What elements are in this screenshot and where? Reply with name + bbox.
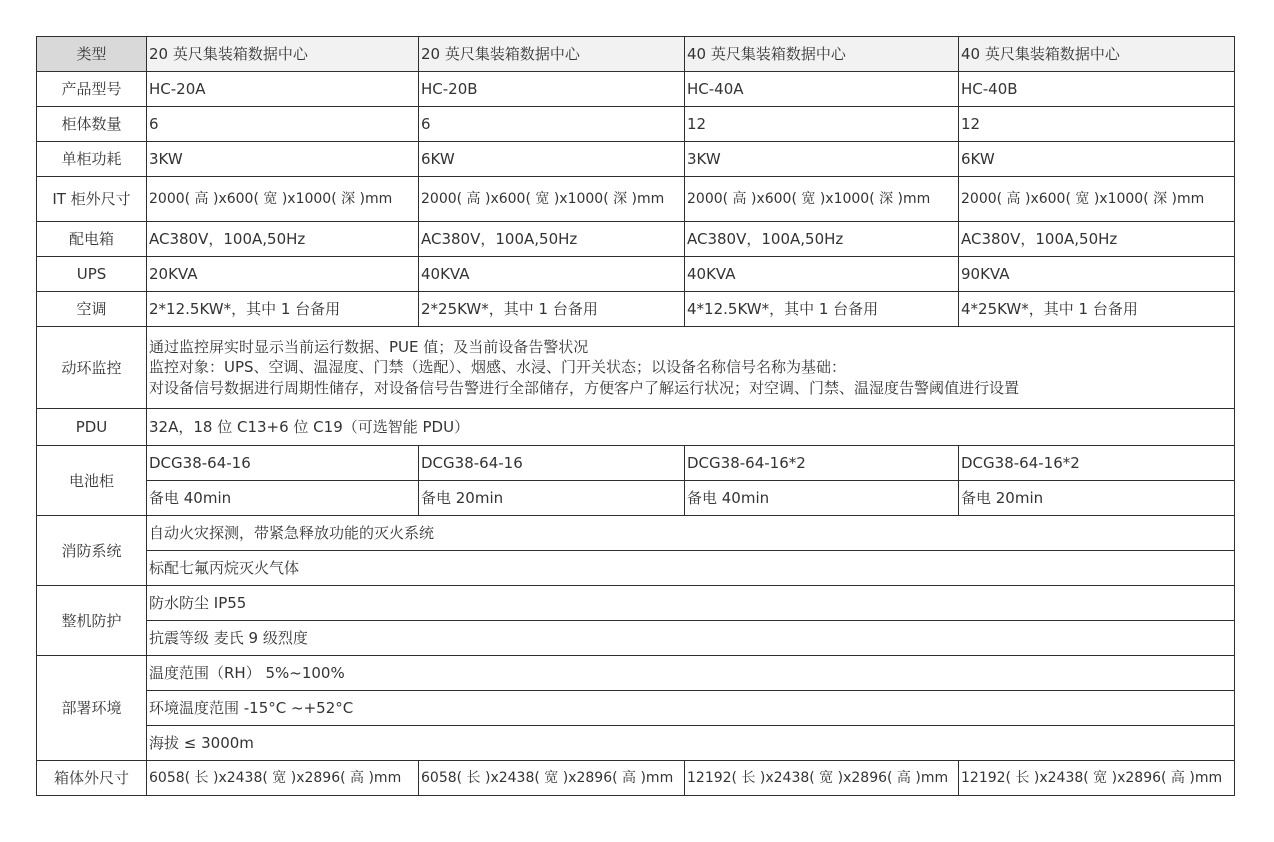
battery-model-cell: DCG38-64-16*2 — [685, 446, 959, 481]
cabinet-count-row — [37, 107, 1235, 142]
monitoring-line: 对设备信号数据进行周期性储存，对设备信号告警进行全部储存，方便客户了解运行状况；对空调、门禁、温湿度告警阈值进行设置 — [149, 378, 1020, 397]
battery-backup-cell: 备电 40min — [685, 481, 959, 516]
fire-line: 自动火灾探测，带紧急释放功能的灭火系统 — [147, 516, 1235, 551]
ups-cell: 90KVA — [959, 257, 1235, 292]
monitoring-description — [147, 327, 1235, 409]
ac-cell: 4*12.5KW*，其中 1 台备用 — [685, 292, 959, 327]
battery-backup-cell: 备电 40min — [147, 481, 419, 516]
environment-line: 环境温度范围 -15°C ~+52°C — [147, 691, 1235, 726]
box-size-cell: 6058( 长 )x2438( 宽 )x2896( 高 )mm — [147, 761, 419, 796]
distribution-cell: AC380V，100A,50Hz — [959, 222, 1235, 257]
power-row — [37, 142, 1235, 177]
model-cell: HC-40B — [959, 72, 1235, 107]
ac-row — [37, 292, 1235, 327]
monitoring-line: 通过监控屏实时显示当前运行数据、PUE 值；及当前设备告警状况 — [149, 337, 589, 356]
ups-row — [37, 257, 1235, 292]
model-row — [37, 72, 1235, 107]
environment-row-2 — [37, 691, 1235, 726]
battery-backup-cell: 备电 20min — [959, 481, 1235, 516]
header-col-1: 20 英尺集装箱数据中心 — [147, 37, 419, 72]
row-label-box-size: 箱体外尺寸 — [37, 761, 147, 796]
power-cell: 3KW — [685, 142, 959, 177]
protection-line: 抗震等级 麦氏 9 级烈度 — [147, 621, 1235, 656]
cabinet-count-cell: 6 — [147, 107, 419, 142]
pdu-value: 32A，18 位 C13+6 位 C19（可选智能 PDU） — [147, 409, 1235, 446]
box-size-cell: 12192( 长 )x2438( 宽 )x2896( 高 )mm — [685, 761, 959, 796]
battery-model-cell: DCG38-64-16 — [419, 446, 685, 481]
header-row — [37, 37, 1235, 72]
model-cell: HC-20B — [419, 72, 685, 107]
distribution-cell: AC380V，100A,50Hz — [685, 222, 959, 257]
it-size-cell: 2000( 高 )x600( 宽 )x1000( 深 )mm — [685, 177, 959, 222]
fire-row-2 — [37, 551, 1235, 586]
header-col-4: 40 英尺集装箱数据中心 — [959, 37, 1235, 72]
box-size-cell: 6058( 长 )x2438( 宽 )x2896( 高 )mm — [419, 761, 685, 796]
protection-line: 防水防尘 IP55 — [147, 586, 1235, 621]
pdu-row — [37, 409, 1235, 446]
row-label-battery: 电池柜 — [37, 446, 147, 516]
row-label-it-size: IT 柜外尺寸 — [37, 177, 147, 222]
it-size-cell: 2000( 高 )x600( 宽 )x1000( 深 )mm — [419, 177, 685, 222]
battery-backup-cell: 备电 20min — [419, 481, 685, 516]
ac-cell: 2*25KW*，其中 1 台备用 — [419, 292, 685, 327]
ac-cell: 4*25KW*，其中 1 台备用 — [959, 292, 1235, 327]
row-label-pdu: PDU — [37, 409, 147, 446]
distribution-row — [37, 222, 1235, 257]
battery-model-cell: DCG38-64-16*2 — [959, 446, 1235, 481]
box-size-cell: 12192( 长 )x2438( 宽 )x2896( 高 )mm — [959, 761, 1235, 796]
ac-cell: 2*12.5KW*，其中 1 台备用 — [147, 292, 419, 327]
row-label-protection: 整机防护 — [37, 586, 147, 656]
environment-row-1 — [37, 656, 1235, 691]
model-cell: HC-20A — [147, 72, 419, 107]
row-label-monitoring: 动环监控 — [37, 327, 147, 409]
row-label-ups: UPS — [37, 257, 147, 292]
it-size-cell: 2000( 高 )x600( 宽 )x1000( 深 )mm — [147, 177, 419, 222]
protection-row-1 — [37, 586, 1235, 621]
model-cell: HC-40A — [685, 72, 959, 107]
fire-line: 标配七氟丙烷灭火气体 — [147, 551, 1235, 586]
power-cell: 6KW — [959, 142, 1235, 177]
environment-row-3 — [37, 726, 1235, 761]
distribution-cell: AC380V，100A,50Hz — [147, 222, 419, 257]
cabinet-count-cell: 12 — [959, 107, 1235, 142]
environment-line: 海拔 ≤ 3000m — [147, 726, 1235, 761]
header-type-label: 类型 — [37, 37, 147, 72]
ups-cell: 40KVA — [685, 257, 959, 292]
monitoring-line: 监控对象：UPS、空调、温湿度、门禁（选配）、烟感、水浸、门开关状态；以设备名称信号名称为基础： — [149, 358, 847, 377]
protection-row-2 — [37, 621, 1235, 656]
cabinet-count-cell: 6 — [419, 107, 685, 142]
environment-line: 温度范围（RH） 5%~100% — [147, 656, 1235, 691]
distribution-cell: AC380V，100A,50Hz — [419, 222, 685, 257]
monitoring-row — [37, 327, 1235, 409]
spec-table — [36, 36, 1235, 796]
power-cell: 3KW — [147, 142, 419, 177]
ups-cell: 40KVA — [419, 257, 685, 292]
power-cell: 6KW — [419, 142, 685, 177]
header-col-3: 40 英尺集装箱数据中心 — [685, 37, 959, 72]
cabinet-count-cell: 12 — [685, 107, 959, 142]
header-col-2: 20 英尺集装箱数据中心 — [419, 37, 685, 72]
row-label-environment: 部署环境 — [37, 656, 147, 761]
ups-cell: 20KVA — [147, 257, 419, 292]
row-label-cabinet-count: 柜体数量 — [37, 107, 147, 142]
row-label-fire: 消防系统 — [37, 516, 147, 586]
box-size-row — [37, 761, 1235, 796]
battery-model-cell: DCG38-64-16 — [147, 446, 419, 481]
row-label-model: 产品型号 — [37, 72, 147, 107]
row-label-ac: 空调 — [37, 292, 147, 327]
battery-model-row — [37, 446, 1235, 481]
battery-backup-row — [37, 481, 1235, 516]
it-size-row — [37, 177, 1235, 222]
fire-row-1 — [37, 516, 1235, 551]
row-label-distribution: 配电箱 — [37, 222, 147, 257]
row-label-power: 单柜功耗 — [37, 142, 147, 177]
it-size-cell: 2000( 高 )x600( 宽 )x1000( 深 )mm — [959, 177, 1235, 222]
